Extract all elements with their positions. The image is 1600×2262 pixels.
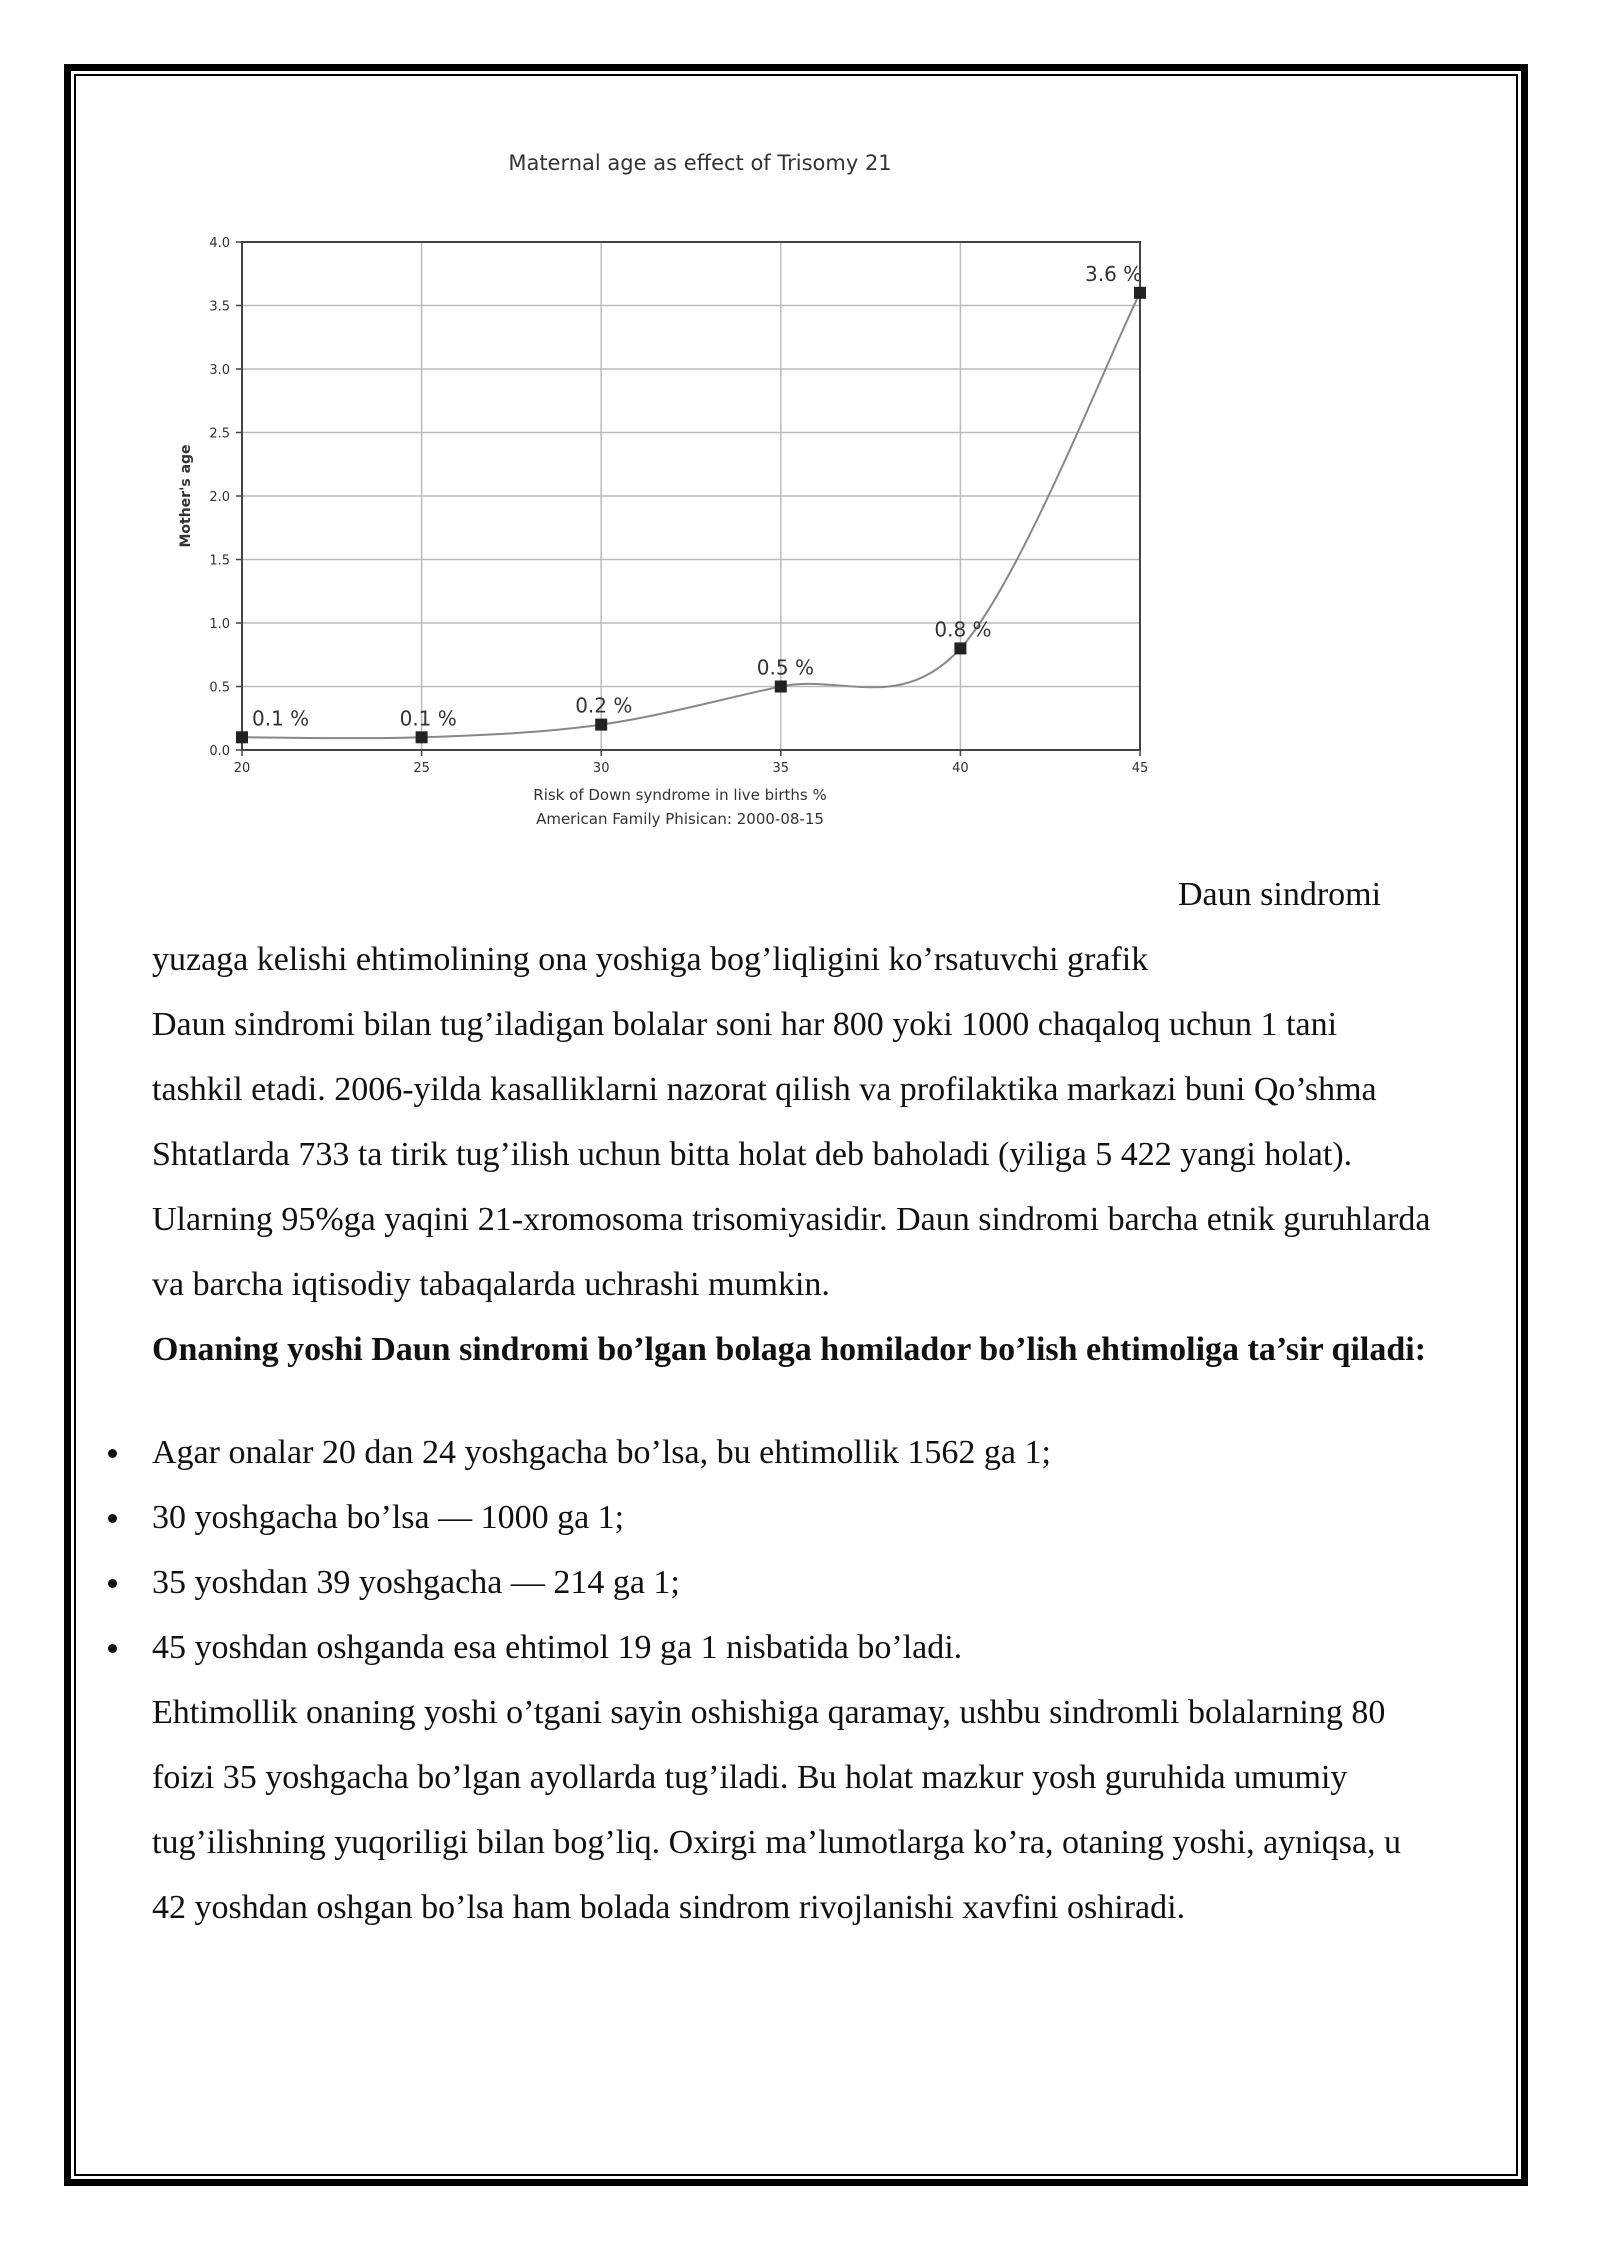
x-tick-label: 30 (592, 761, 610, 776)
paragraph-1: Daun sindromi bilan tug’iladigan bolalar soni har 800 yoki 1000 chaqaloq uchun 1 tani tashkil etadi. 2006-yilda kasalliklarni nazorat qilish va profilaktika markazi buni Qo’shma Shtatlarda 733 ta tirik tug’ilish uchun bitta holat deb baholadi (yiliga 5 422 yangi holat). Ularning 95%ga yaqini 21-xromosoma trisomiyasidir. Daun sindromi barcha etnik guruhlarda va barcha iqtisodiy tabaqalarda uchrashi mumkin. (152, 1006, 1431, 1303)
x-tick-label: 25 (413, 761, 430, 776)
data-label: 0.1 % (399, 706, 457, 731)
chart-source: American Family Phisican: 2000-08-15 (536, 810, 824, 828)
data-label: 0.2 % (575, 693, 633, 718)
x-tick-label: 40 (952, 761, 969, 776)
data-label: 0.1 % (252, 706, 310, 731)
series-line (242, 293, 1140, 738)
x-axis-label: Risk of Down syndrome in live births % (533, 786, 827, 804)
paragraph-2: Ehtimollik onaning yoshi o’tgani sayin oshishiga qaramay, ushbu sindromli bolalarning 80 foizi 35 yoshgacha bo’lgan ayollarda tug’iladi. Bu holat mazkur yosh guruhida umumiy tug’ilishning yuqoriligi bilan bog’liq. Oxirgi ma’lumotlarga ko’ra, otaning yoshi, ayniqsa, u 42 yoshdan oshgan bo’lsa ham bolada sindrom rivojlanishi xavfini oshiradi. (152, 1694, 1402, 1926)
chart-title: Maternal age as effect of Trisomy 21 (508, 151, 892, 175)
data-point (595, 719, 607, 731)
y-tick-label: 0.0 (209, 744, 230, 759)
x-tick-label: 35 (772, 761, 790, 776)
section-heading: Onaning yoshi Daun sindromi bo’lgan bolaga homilador bo’lish ehtimoliga ta’sir qiladi: (152, 1331, 1427, 1368)
document-body (152, 862, 1432, 1940)
y-tick-label: 0.5 (209, 680, 230, 696)
x-tick-label: 45 (1131, 761, 1149, 776)
trisomy-chart (160, 140, 1160, 840)
bullet-item: Agar onalar 20 dan 24 yoshgacha bo’lsa, bu ehtimollik 1562 ga 1; (152, 1420, 1432, 1485)
figure-caption-line1: Daun sindromi (1178, 876, 1382, 913)
x-tick-label: 20 (233, 761, 251, 776)
figure-caption-line2: yuzaga kelishi ehtimolining ona yoshiga bog’liqligini ko’rsatuvchi grafik (152, 941, 1149, 978)
bullet-list (152, 1420, 1432, 1680)
y-tick-label: 2.0 (209, 490, 230, 505)
data-label: 0.5 % (756, 655, 814, 680)
y-tick-label: 1.0 (209, 617, 230, 632)
y-tick-label: 3.5 (209, 299, 230, 315)
y-tick-label: 2.5 (209, 426, 230, 442)
y-tick-label: 4.0 (209, 236, 230, 251)
data-label: 0.8 % (934, 617, 992, 642)
bullet-item: 30 yoshgacha bo’lsa — 1000 ga 1; (152, 1485, 1432, 1550)
bullet-item: 35 yoshdan 39 yoshgacha — 214 ga 1; (152, 1550, 1432, 1615)
y-axis-label: Mother's age (178, 444, 194, 548)
data-point (775, 681, 787, 693)
data-point (954, 642, 966, 654)
y-tick-label: 1.5 (209, 553, 230, 569)
data-point (236, 731, 248, 743)
data-point (416, 731, 428, 743)
y-tick-label: 3.0 (209, 363, 230, 378)
data-label: 3.6 % (1085, 261, 1143, 286)
bullet-item: 45 yoshdan oshganda esa ehtimol 19 ga 1 nisbatida bo’ladi. (152, 1615, 1432, 1680)
data-point (1134, 287, 1146, 299)
